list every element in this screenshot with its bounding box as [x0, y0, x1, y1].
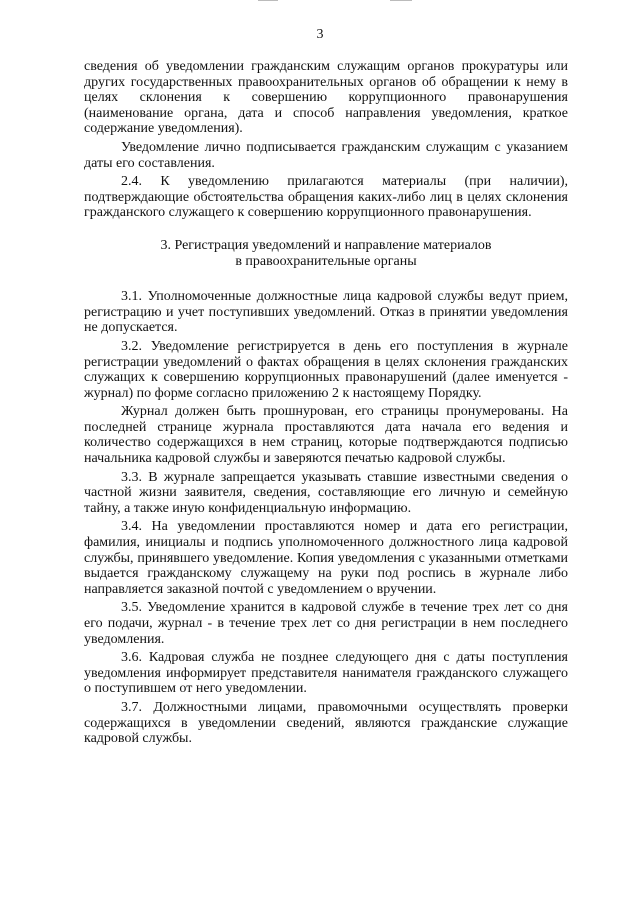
section-2-continuation — [84, 59, 568, 221]
document-body — [84, 59, 568, 750]
section-heading — [84, 238, 568, 269]
paragraph: 3.5. Уведомление хранится в кадровой службе в течение трех лет со дня его подачи, журнал - в течение трех лет со дня регистрации в нем последнего уведомления. — [84, 600, 568, 647]
paragraph: 3.3. В журнале запрещается указывать ставшие известными сведения о частной жизни заявителя, сведения, составляющие его личную и семейную тайну, а также иную конфиденциальную информацию. — [84, 469, 568, 516]
paragraph: 2.4. К уведомлению прилагаются материалы (при наличии), подтверждающие обстоятельства обращения каких-либо лиц в целях склонения гражданского служащего к совершению коррупционного правонарушения. — [84, 174, 568, 221]
paragraph: 3.2. Уведомление регистрируется в день его поступления в журнале регистрации уведомлений о фактах обращения в целях склонения гражданских служащих к совершению коррупционных правонарушений (далее именуется - журнал) по форме согласно приложению 2 к настоящему Порядку. — [84, 338, 568, 401]
paragraph: 3.4. На уведомлении проставляются номер и дата его регистрации, фамилия, инициалы и подпись уполномоченного должностного лица кадровой службы, принявшего уведомление. Копия уведомления с указанными отметками выдается гражданскому служащему на руки под роспись в журнале либо направляется заказной почтой с уведомлением о вручении. — [84, 519, 568, 597]
paragraph: Журнал должен быть прошнурован, его страницы пронумерованы. На последней странице журнала проставляются дата начала его ведения и количество содержащихся в нем страниц, которые подтверждаются подписью начальника кадровой службы и заверяются печатью кадровой службы. — [84, 404, 568, 467]
paragraph: 3.1. Уполномоченные должностные лица кадровой службы ведут прием, регистрацию и учет поступивших уведомлений. Отказ в принятии уведомления не допускается. — [84, 289, 568, 336]
paragraph: сведения об уведомлении гражданским служащим органов прокуратуры или других государственных правоохранительных органов об обращении к нему в целях склонения к совершению коррупционного правонарушения (наименование органа, дата и способ направления уведомления, краткое содержание уведомления). — [84, 59, 568, 137]
paragraph: 3.6. Кадровая служба не позднее следующего дня с даты поступления уведомления информирует представителя нанимателя гражданского служащего о поступившем от него уведомлении. — [84, 650, 568, 697]
paragraph: 3.7. Должностными лицами, правомочными осуществлять проверки содержащихся в уведомлении сведений, являются гражданские служащие кадровой службы. — [84, 699, 568, 747]
section-3-body — [84, 289, 568, 747]
page-number: 3 — [316, 27, 324, 42]
section-heading-line: 3. Регистрация уведомлений и направление материалов — [160, 237, 492, 253]
scan-mark — [390, 0, 412, 1]
section-heading-line: в правоохранительные органы — [235, 253, 417, 269]
paragraph: Уведомление лично подписывается гражданским служащим с указанием даты его составления. — [84, 139, 568, 171]
scan-mark — [258, 0, 278, 1]
